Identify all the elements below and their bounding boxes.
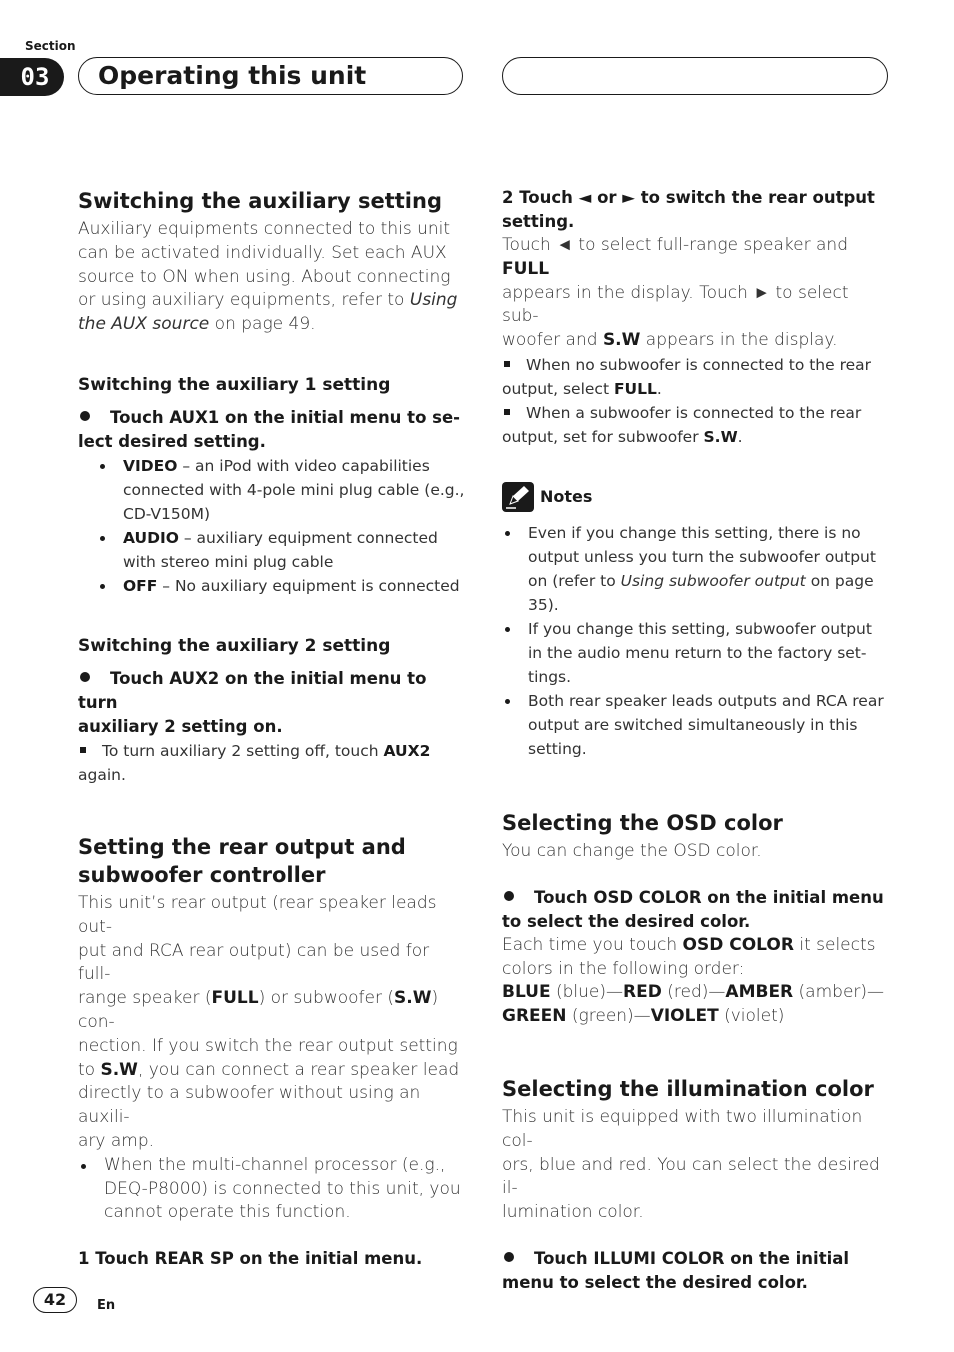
step-line xyxy=(78,667,466,715)
rear-body xyxy=(78,892,466,1225)
osd-heading: Selecting the OSD color xyxy=(502,810,783,835)
rear-step-2 xyxy=(502,186,890,234)
text: range speaker ( xyxy=(78,988,212,1009)
text: Touch ILLUMI COLOR on the initial xyxy=(534,1248,850,1268)
osd-intro: You can change the OSD color. xyxy=(502,840,762,861)
step-line xyxy=(502,886,890,910)
text: on (refer to xyxy=(528,571,621,590)
notes-list xyxy=(502,521,890,761)
text: woofer and xyxy=(502,330,603,351)
note-item-cont: 35). xyxy=(528,595,559,614)
step-line: to select the desired color. xyxy=(502,911,751,931)
text: output, set for subwoofer xyxy=(502,427,704,446)
aux1-options xyxy=(78,454,466,598)
cross-reference: the AUX source xyxy=(78,314,210,335)
aux-intro xyxy=(78,218,466,337)
bullet-dot-icon xyxy=(504,1252,514,1262)
emphasis: S.W xyxy=(100,1059,138,1080)
color-order-line xyxy=(502,981,890,1005)
text: Touch AUX1 on the initial menu to se- xyxy=(110,407,461,427)
square-bullet-icon xyxy=(504,409,510,415)
aux-intro-line xyxy=(78,313,466,337)
text: (green)— xyxy=(566,1006,651,1027)
text: on page 49. xyxy=(209,314,316,335)
body-line: colors in the following order: xyxy=(502,958,745,979)
body-line: ors, blue and red. You can select the desired il- xyxy=(502,1154,880,1199)
heading-line: subwoofer controller xyxy=(78,862,326,887)
text: – auxiliary equipment connected xyxy=(178,528,438,547)
body-line: put and RCA rear output) can be used for full- xyxy=(78,940,430,985)
color-blue: BLUE xyxy=(502,982,551,1003)
left-column xyxy=(78,187,466,1271)
cross-reference: Using subwoofer output xyxy=(620,571,806,590)
text: To turn auxiliary 2 setting off, touch xyxy=(102,741,384,760)
emphasis: AUX2 xyxy=(383,741,431,760)
text: it selects xyxy=(793,934,876,955)
text: Touch ◄ to select full-range speaker and xyxy=(502,235,848,255)
text: ) or subwoofer ( xyxy=(258,988,395,1009)
emphasis: S.W xyxy=(394,988,432,1009)
note-item: Both rear speaker leads outputs and RCA rear xyxy=(502,689,890,713)
text: appears in the display. xyxy=(640,330,838,351)
text: ) con- xyxy=(78,988,439,1032)
page-number: 42 xyxy=(33,1287,77,1313)
illum-heading: Selecting the illumination color xyxy=(502,1076,874,1101)
aux2-note xyxy=(78,739,466,787)
text: . xyxy=(737,427,743,446)
step-line: 2 Touch ◄ or ► to switch the rear output xyxy=(502,188,875,207)
body-line: nection. If you switch the rear output setting xyxy=(78,1035,458,1056)
emphasis: S.W xyxy=(703,427,738,446)
text: (amber)— xyxy=(793,982,885,1003)
emphasis: S.W xyxy=(602,330,641,351)
text: , you can connect a rear speaker lead xyxy=(137,1059,460,1080)
note-item-cont: output unless you turn the subwoofer output xyxy=(528,547,876,566)
text: – an iPod with video capabilities xyxy=(177,456,430,475)
note-item-cont: in the audio menu return to the factory set- xyxy=(528,643,867,662)
body-line: directly to a subwoofer without using an auxili- xyxy=(78,1083,421,1128)
option-audio xyxy=(78,526,466,550)
step-line: lect desired setting. xyxy=(78,431,266,451)
option-video xyxy=(78,454,466,478)
text: output, select xyxy=(502,379,614,398)
note-item-cont: tings. xyxy=(528,667,572,686)
illum-step xyxy=(502,1247,890,1295)
square-bullet-icon xyxy=(504,361,510,367)
color-violet: VIOLET xyxy=(650,1006,719,1027)
aux-intro-line: can be activated individually. Set each AUX xyxy=(78,242,447,263)
pencil-note-icon xyxy=(502,482,534,512)
text: When a subwoofer is connected to the rear xyxy=(526,403,862,422)
body-line: This unit’s rear output (rear speaker leads out- xyxy=(78,892,437,937)
text: on page xyxy=(805,571,874,590)
text: Touch OSD COLOR on the initial menu xyxy=(534,887,884,907)
rear-step-2-notes xyxy=(502,353,890,449)
text: (blue)— xyxy=(550,982,624,1003)
notes-header xyxy=(502,481,890,513)
text: . xyxy=(656,379,662,398)
body-line: This unit is equipped with two illumination col- xyxy=(502,1106,863,1151)
step-line: auxiliary 2 setting on. xyxy=(78,716,283,736)
text: Touch AUX2 on the initial menu to turn xyxy=(78,668,427,712)
osd-step xyxy=(502,886,890,934)
option-video-cont: CD-V150M) xyxy=(123,504,211,523)
step-line: setting. xyxy=(502,212,575,231)
color-red: RED xyxy=(623,982,662,1003)
rear-bullet-cont: cannot operate this function. xyxy=(104,1202,351,1223)
color-order-line xyxy=(502,1005,890,1029)
header-right-frame xyxy=(502,57,888,95)
rear-bullet-cont: DEQ-P8000) is connected to this unit, you xyxy=(104,1178,461,1199)
note-item: Even if you change this setting, there is no xyxy=(502,521,890,545)
bullet-dot-icon xyxy=(504,891,514,901)
option-audio-cont: with stereo mini plug cable xyxy=(123,552,334,571)
step-line: menu to select the desired color. xyxy=(502,1272,808,1292)
rear-heading xyxy=(78,833,466,889)
note-item-cont: setting. xyxy=(528,739,587,758)
body-line xyxy=(502,234,890,282)
text: When no subwoofer is connected to the rear xyxy=(526,355,872,374)
rear-step-2-body xyxy=(502,234,890,353)
heading-line: Setting the rear output and xyxy=(78,834,406,859)
section-number-tab: 03 xyxy=(0,58,64,96)
body-line xyxy=(78,987,466,1035)
emphasis: FULL xyxy=(211,988,259,1009)
rear-bullet: When the multi-channel processor (e.g., xyxy=(78,1154,466,1178)
note-line xyxy=(78,739,466,763)
aux1-heading: Switching the auxiliary 1 setting xyxy=(78,374,391,395)
text: or using auxiliary equipments, refer to xyxy=(78,290,410,311)
note-line xyxy=(502,377,890,401)
note-item-cont xyxy=(502,569,890,593)
option-off xyxy=(78,574,466,598)
emphasis: FULL xyxy=(502,258,550,279)
square-bullet-icon xyxy=(80,747,86,753)
illum-body xyxy=(502,1106,890,1225)
language-label: En xyxy=(97,1298,116,1313)
option-label: VIDEO xyxy=(123,456,178,475)
aux-heading: Switching the auxiliary setting xyxy=(78,189,442,213)
osd-body xyxy=(502,934,890,1029)
aux-intro-line: source to ON when using. About connecting xyxy=(78,266,451,287)
color-green: GREEN xyxy=(502,1006,567,1027)
option-label: AUDIO xyxy=(123,528,179,547)
step-line xyxy=(502,1247,890,1271)
aux1-step xyxy=(78,406,466,454)
aux-intro-line: Auxiliary equipments connected to this unit xyxy=(78,219,451,239)
right-column xyxy=(502,186,890,1295)
rear-step-1: 1 Touch REAR SP on the initial menu. xyxy=(78,1249,423,1269)
note-item-cont: output are switched simultaneously in this xyxy=(528,715,858,734)
bullet-dot-icon xyxy=(80,411,90,421)
note-line xyxy=(502,401,890,425)
text: – No auxiliary equipment is connected xyxy=(157,576,460,595)
note-line xyxy=(502,425,890,449)
notes-label: Notes xyxy=(540,486,593,506)
text: to xyxy=(78,1059,101,1080)
option-label: OFF xyxy=(123,576,158,595)
emphasis: FULL xyxy=(613,379,657,398)
cross-reference: Using xyxy=(409,290,458,311)
aux2-step xyxy=(78,667,466,739)
note-line: again. xyxy=(78,765,126,784)
body-line xyxy=(502,934,890,958)
note-item: If you change this setting, subwoofer output xyxy=(502,617,890,641)
body-line: appears in the display. Touch ► to select sub- xyxy=(502,282,849,327)
body-line: ary amp. xyxy=(78,1130,155,1151)
bullet-dot-icon xyxy=(80,672,90,682)
note-line xyxy=(502,353,890,377)
option-video-cont: connected with 4-pole mini plug cable (e.g., xyxy=(123,480,465,499)
aux2-heading: Switching the auxiliary 2 setting xyxy=(78,635,391,656)
text: (violet) xyxy=(718,1006,785,1027)
page-title: Operating this unit xyxy=(98,61,367,90)
emphasis: OSD COLOR xyxy=(682,934,794,955)
body-line: lumination color. xyxy=(502,1202,644,1223)
aux-intro-line xyxy=(78,289,466,313)
step-line xyxy=(78,406,466,430)
body-line xyxy=(78,1059,466,1083)
text: (red)— xyxy=(661,982,726,1003)
body-line xyxy=(502,329,890,353)
section-label: Section xyxy=(25,39,76,53)
color-amber: AMBER xyxy=(725,982,794,1003)
text: Each time you touch xyxy=(502,934,683,955)
